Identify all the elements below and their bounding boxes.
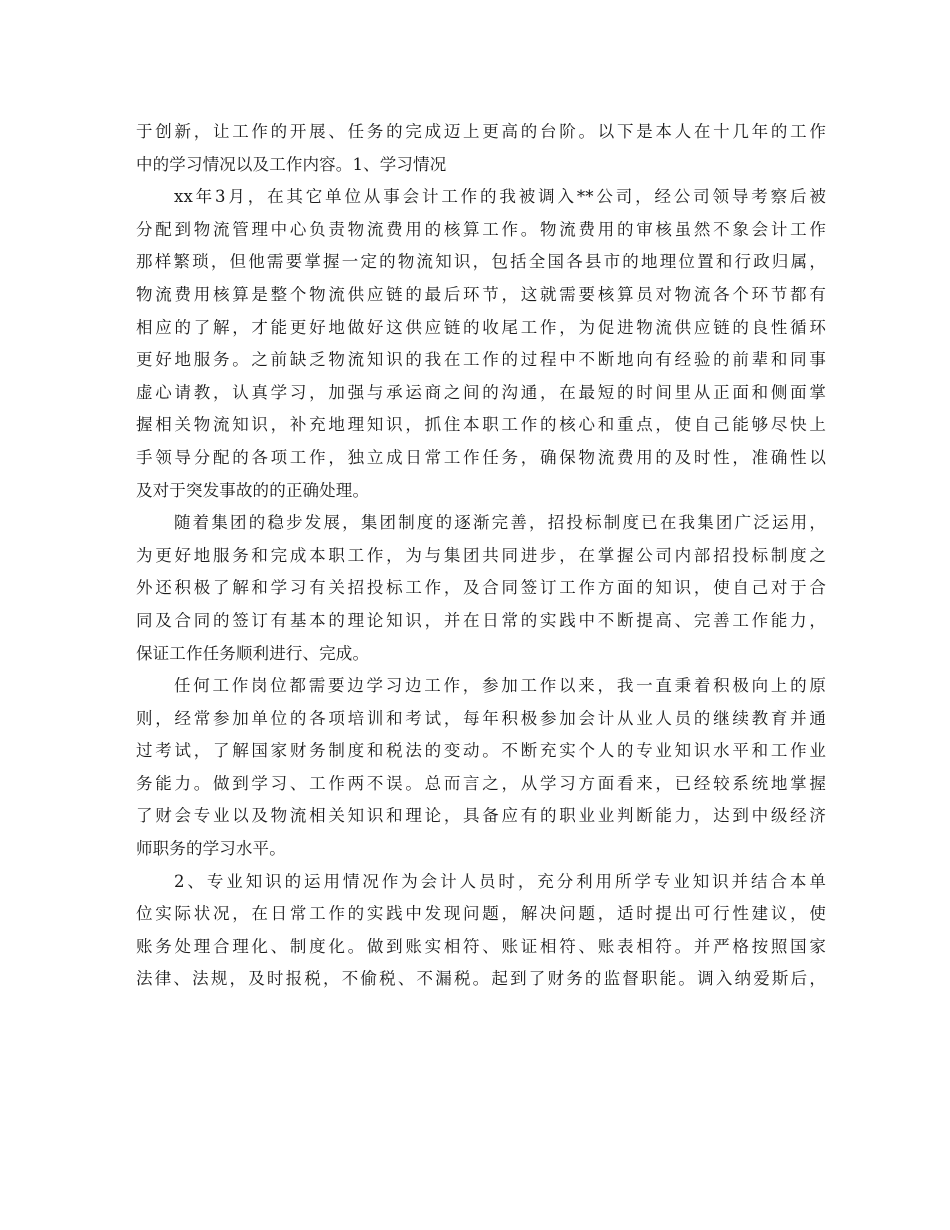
text-line: 2、专业知识的运用情况作为会计人员时，充分利用所学专业知识并结合本单: [174, 871, 826, 891]
text-line: 虚心请教，认真学习，加强与承运商之间的沟通，在最短的时间里从正面和侧面掌: [136, 382, 826, 402]
text-line: 过考试，了解国家财务制度和税法的变动。不断充实个人的专业知识水平和工作业: [136, 741, 826, 761]
text-line: 及对于突发事故的的正确处理。: [136, 480, 370, 500]
text-line: 则，经常参加单位的各项培训和考试，每年积极参加会计从业人员的继续教育并通: [136, 708, 826, 728]
text-line: 了财会专业以及物流相关知识和理论，具备应有的职业业判断能力，达到中级经济: [136, 806, 826, 826]
text-line: 于创新，让工作的开展、任务的完成迈上更高的台阶。以下是本人在十几年的工作: [136, 122, 826, 141]
text-line: 随着集团的稳步发展，集团制度的逐渐完善，招投标制度已在我集团广泛运用，: [174, 513, 826, 533]
text-line: 中的学习情况以及工作内容。1、学习情况: [136, 154, 447, 174]
text-line: 位实际状况，在日常工作的实践中发现问题，解决问题，适时提出可行性建议，使: [136, 904, 826, 924]
text-line: 物流费用核算是整个物流供应链的最后环节，这就需要核算员对物流各个环节都有: [136, 284, 826, 304]
text-line: 手领导分配的各项工作，独立成日常工作任务，确保物流费用的及时性，准确性以: [136, 447, 826, 467]
text-line: 分配到物流管理中心负责物流费用的核算工作。物流费用的审核虽然不象会计工作: [136, 219, 826, 239]
text-line: 任何工作岗位都需要边学习边工作，参加工作以来，我一直秉着积极向上的原: [174, 676, 826, 696]
text-line: 为更好地服务和完成本职工作，为与集团共同进步，在掌握公司内部招投标制度之: [136, 545, 826, 565]
text-line: 务能力。做到学习、工作两不误。总而言之，从学习方面看来，已经较系统地掌握: [136, 773, 826, 793]
text-line: 握相关物流知识，补充地理知识，抓住本职工作的核心和重点，使自己能够尽快上: [136, 415, 826, 435]
text-line: 外还积极了解和学习有关招投标工作，及合同签订工作方面的知识，使自己对于合: [136, 578, 826, 598]
text-line: 更好地服务。之前缺乏物流知识的我在工作的过程中不断地向有经验的前辈和同事: [136, 350, 826, 370]
text-line: xx年3月，在其它单位从事会计工作的我被调入**公司，经公司领导考察后被: [174, 187, 826, 207]
document-body: [136, 116, 826, 996]
text-line: 账务处理合理化、制度化。做到账实相符、账证相符、账表相符。并严格按照国家: [136, 936, 826, 956]
text-line: 相应的了解，才能更好地做好这供应链的收尾工作，为促进物流供应链的良性循环: [136, 317, 826, 337]
text-line: 保证工作任务顺利进行、完成。: [136, 643, 370, 663]
text-line: 同及合同的签订有基本的理论知识，并在日常的实践中不断提高、完善工作能力，: [136, 610, 826, 630]
text-line: 师职务的学习水平。: [136, 839, 286, 859]
text-line: 那样繁琐，但他需要掌握一定的物流知识，包括全国各县市的地理位置和行政归属，: [136, 252, 826, 272]
text-line: 法律、法规，及时报税，不偷税、不漏税。起到了财务的监督职能。调入纳爱斯后，: [136, 969, 826, 989]
